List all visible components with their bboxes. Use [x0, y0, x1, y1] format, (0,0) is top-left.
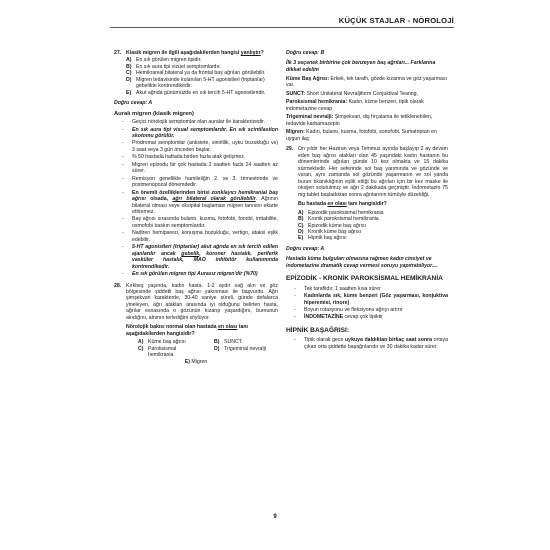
bullet-text: % 50 hastada haftada birden fazla atak gelişmez.	[132, 154, 246, 161]
bullet-marker: -	[294, 307, 296, 314]
bullet-marker: -	[122, 140, 124, 147]
page-header	[0, 8, 550, 32]
definition-item: Paroksismal hemikrania: Kadın, küme benzeri, tipik olarak indometazine cevap	[286, 99, 424, 112]
option-text: Küme baş ağrısı	[148, 339, 186, 346]
q28-options	[126, 339, 278, 358]
question-stem: Klasik migren ile ilgili aşağıdakilerden hangisi yanlıştır?	[126, 50, 264, 56]
bullet-item	[122, 271, 278, 277]
section-title-hypnic-headache: HİPNİK BAŞAĞRISI:	[286, 326, 350, 334]
option-text: En sık aura tipi vizüel semptomlardır.	[136, 63, 221, 70]
bullet-text: Remisyon genellikle hamileliğin 2. ve 3. trimestrinde ve postmenopozal dönemdedir.	[132, 175, 278, 189]
bullet-item	[294, 293, 448, 306]
q27-options	[114, 57, 278, 96]
bullet-marker: -	[122, 154, 124, 161]
bullet-text: Baş ağrısı sırasında bulantı, kusma, fotofobi, fonobi, irritabilite, osmofobi baskın semptomlardır.	[132, 216, 278, 229]
option-text: En sık görülen migren tipidir.	[136, 57, 202, 64]
option-letter: A)	[298, 209, 304, 216]
bullet-item	[122, 119, 278, 125]
option-text: Akut ağrıda günümüzde en sık tercih 5-HT agonistleridir.	[136, 89, 266, 96]
q28-option-e: E) Migren	[184, 358, 208, 365]
question-number: 28.	[114, 282, 122, 289]
hypnic-bullet-list	[286, 337, 448, 350]
bullet-text: 5-HT agonistleri (triptanlar) akut ağrıda en sık tercih edilen ajanlardır ancak gebelik, koroner hastalık, periferik vasküler hastalık, MAO inhibitör kullanımında kontrendikedir.	[132, 244, 279, 270]
option-letter: C)	[298, 222, 304, 229]
question-29-prompt: Bu hastada en olası tanı hangisidir?	[298, 201, 387, 207]
option-letter: B)	[298, 216, 304, 223]
option-letter: A)	[138, 339, 144, 346]
bullet-text: Geçici nörolojik semptomlar olan auralar ile karakterizedir.	[132, 119, 265, 126]
bullet-marker: -	[122, 230, 124, 237]
definition-item: SUNCT: Short Unilateral Nevraljiform Conjuktival Tearing,	[286, 90, 418, 97]
option-letter: B)	[214, 339, 220, 346]
page-number: 9	[273, 514, 277, 520]
option-letter: C)	[126, 70, 132, 77]
left-column	[114, 50, 278, 365]
question-28-prompt: Nörolojik bakısı normal olan hastada en olası tanı aşağıdakilerden hangisidir?	[126, 324, 248, 337]
bullet-marker: -	[294, 314, 296, 321]
bullet-marker: -	[122, 161, 124, 168]
question-27	[114, 50, 278, 56]
bullet-marker: -	[122, 189, 124, 196]
bullet-text: Prodromal semptomlar (anksiete, sinirlilik, uyku bozukluğu vs) 3 saat veya 3 gün önceden başlar.	[132, 140, 278, 153]
note-answer-29: Hastada küme bulguları olmasına rağmen kadın cinsiyet ve indometazine dramatik cevap vermesi soruyu yapıtrabiliyor....	[286, 256, 438, 269]
bullet-text: Tek taraflıdır, 1 saatten kısa sürer	[304, 285, 381, 292]
bullet-item	[122, 176, 278, 189]
bullet-item	[294, 337, 448, 350]
answer-28: Doğru cevap: B	[286, 50, 325, 56]
bullet-marker: -	[122, 244, 124, 251]
question-number: 29.	[286, 146, 294, 153]
option-letter: E)	[298, 235, 304, 242]
option-text: SUNCT	[224, 339, 242, 346]
bullet-text: Migren epizodu bir çok hastada 2 saatten fazla 24 saatten az sürer.	[132, 161, 278, 175]
option-letter: E)	[126, 89, 132, 96]
definition-item: Trigeminal nevralji: Şimşekvari, diş fırçalama ile tetiklenebilen, tedavide karbamazepin	[286, 114, 433, 127]
bullet-item	[122, 162, 278, 175]
answer-27: Doğru cevap: A	[114, 100, 153, 107]
option-text: Hipnik baş ağrısı	[308, 235, 347, 242]
bullet-marker: -	[122, 216, 124, 223]
option-letter: B)	[126, 63, 132, 70]
bullet-item	[294, 307, 448, 313]
bullet-marker: -	[294, 293, 296, 300]
answer-option	[126, 77, 278, 90]
option-letter: D)	[214, 345, 220, 352]
bullet-text: İNDOMETAZİNE cevap çok tipiktir	[304, 314, 383, 321]
option-text: Epizodik küme baş ağrısı	[308, 222, 366, 229]
definition-list	[286, 76, 448, 143]
option-letter: A)	[126, 57, 132, 64]
bullet-text: Tipik olarak gece uykuya daldıktan birkaç saat sonra ortaya çıkan orta şiddette başağrılarıdır ve 30 dakika kadar sürer.	[304, 337, 448, 350]
bullet-item	[122, 216, 278, 229]
aura-bullet-list	[114, 119, 278, 277]
option-text: Trigeminal nevralji	[224, 345, 266, 352]
question-28	[114, 283, 278, 322]
bullet-marker: -	[122, 271, 124, 278]
bullet-item	[122, 190, 278, 216]
right-column	[286, 50, 448, 351]
bullet-marker: -	[122, 119, 124, 126]
bullet-marker: -	[294, 337, 296, 344]
option-text: Hemikranial,bilateral ya da frontal baş ağrıları görülebilir.	[136, 70, 266, 77]
bullet-item	[122, 244, 278, 270]
bullet-text: Boyun rotasyonu ve fleksiyonu ağrıyı artırır	[304, 307, 403, 314]
bullet-item	[122, 127, 278, 140]
option-letter: D)	[298, 229, 304, 235]
bullet-marker: -	[294, 285, 296, 292]
section-title-aura: Auralı migren (klasik migren)	[114, 110, 194, 117]
question-29	[286, 146, 448, 198]
bullet-item	[294, 314, 448, 320]
definition-item: Küme Baş Ağrısı: Erkek, tek taraflı, gözde kızarma ve göz yaşarması var.	[286, 75, 447, 88]
note-headache-types: İlk 3 seçenek birbirine çok benzeyen baş ağrıları... Farklarına dikkat edelim	[286, 60, 436, 73]
bullet-item	[122, 230, 278, 243]
bullet-text: En sık aura tipi visual semptomlardır. En sık scintilastion skotomu görülür.	[132, 126, 278, 139]
section-title-paroxysmal-hemicrania: EPİZODİK - KRONİK PAROKSİSMAL HEMİKRANİA	[286, 275, 443, 283]
header-title: KÜÇÜK STAJLAR - NÖROLOJİ	[338, 16, 454, 25]
bullet-item	[122, 154, 278, 160]
bullet-marker: -	[122, 126, 124, 133]
question-number: 27.	[114, 50, 122, 56]
bullet-item	[122, 140, 278, 153]
question-stem: On yıldır her Haziran veya Temmuz ayında başlayıp 2 ay devam eden baş ağrısı atakları olan 45 yaşındaki kadın hastanın bu dönemlerinde ağrıları günde 10 kez olmakta ve 15 dakika sürmektedir. Her seferinde sol baş yarımında ve gözünde ve vuran, aynı zamanda sol gözünde yaşarmanın ve sol yanda burun tıkanıklığının eşlik ettiği bu ağrıları için bir kez maske ile oksijen solutulmuş ve ağrı 2 dakikada geçmiştir. İndometazin 75 mg tablet başladıktan sonra ağrılarının tümüyle düzeldiği.	[298, 146, 448, 198]
option-letter: C)	[138, 345, 144, 352]
option-text: Migren tedavisinde kulanılan 5-HT agonistleri (triptanlar) gebelikte kontrendikedir.	[136, 76, 265, 90]
bullet-text: Nadiren hemiparezi, konuşma bozukluğu, vertigo, ataksi eşlik edebilir.	[132, 230, 278, 243]
answer-option	[214, 346, 278, 359]
bullet-text: En önemli özelliklerinden birisi zonklayıcı hemikranial baş ağrısı olsada, ağrı bilateral olarak görülebilir. Ağrının bilateral olması veye oksipital başlaması migren tanısını ekarte ettiremez.	[132, 189, 278, 215]
bullet-text: En sık görülen migren tipi Aurasız migren'dir (%70)	[132, 271, 258, 278]
answer-option	[298, 235, 448, 241]
bullet-text: Kadınlarda sık, küme benzeri (Göz yaşarması, konjuktiva hiperemisi, rinore)	[304, 293, 448, 306]
answer-29: Doğru cevap: A	[286, 245, 325, 252]
option-letter: D)	[126, 76, 132, 83]
answer-option	[126, 90, 278, 96]
bullet-marker: -	[122, 175, 124, 182]
option-text: Kronik küme baş ağrısı	[308, 229, 362, 235]
option-text: Epizodik paroksismal hemikrania	[308, 209, 384, 216]
definition-item: Migren: Kadın, bulantı, kusma, fotofobi, sonofobi, Sumatriptan en uygun ilaç	[286, 129, 437, 142]
paroxysmal-bullet-list	[286, 286, 448, 321]
answer-option	[138, 346, 202, 359]
option-text: Kronik paroksismal hemikrania	[308, 216, 379, 223]
bullet-item	[294, 286, 448, 292]
question-stem: Kırkbeş yaşında, kadın hasta. 1-2 aydır sağ alın ve göz bölgesinde şiddetli baş ağrısı yakınması ile başvurdu. Ağrı şimşekvari karakterde, 30-40 saniye süreli, günde defalarca yineleyen, ağrı atakları arasında iyi olduğunu belirten hasta, ağrılar esnasında o gözünün kızarıp yaşardığını, burnunun akıdığını, alnının terlediğini söylüyor.	[126, 282, 278, 321]
option-text: Paroksismal hemikrania	[148, 345, 177, 359]
header-rule	[110, 27, 454, 28]
q29-options	[286, 210, 448, 242]
